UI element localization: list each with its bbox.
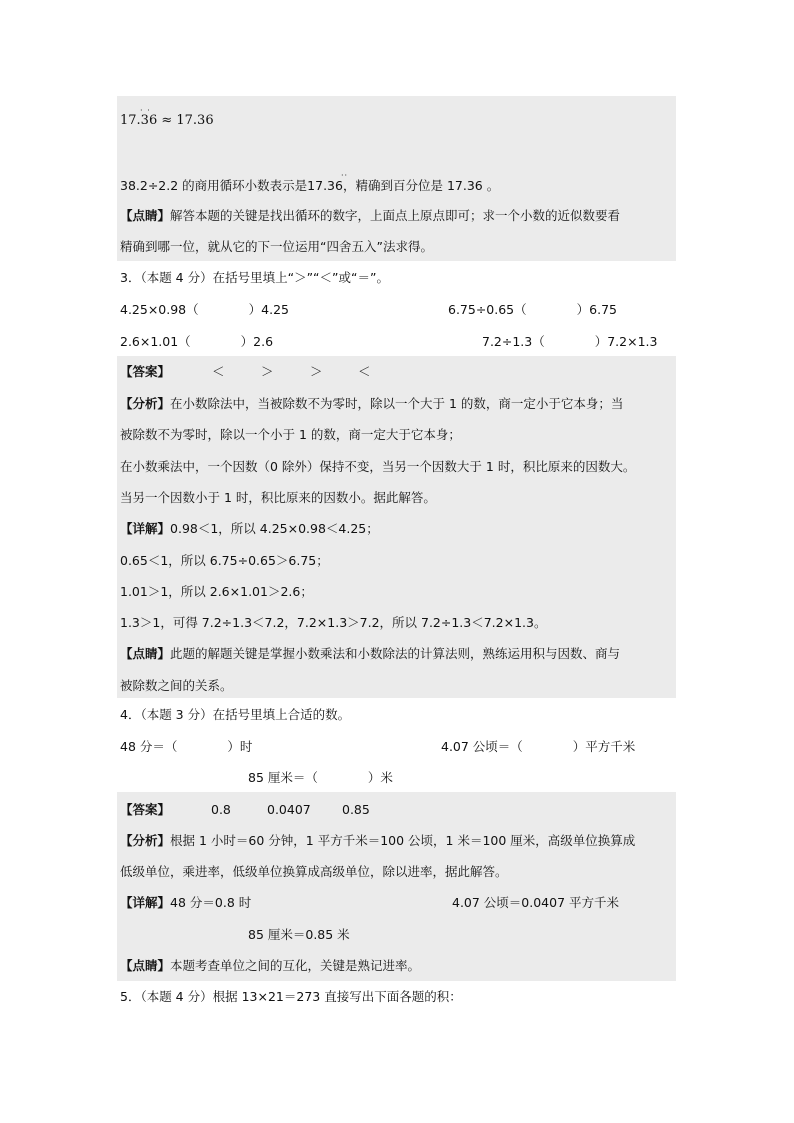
q3-answer-4: ＜ <box>358 364 371 379</box>
q4-tip-tag: 【点睛】 <box>120 958 171 973</box>
q3-analysis-tag: 【分析】 <box>120 396 171 411</box>
q4-row1-right: 4.07 公顷＝（ ）平方千米 <box>441 739 636 754</box>
q3-answer-line <box>120 364 170 380</box>
q4-analysis-text-2: 低级单位，乘进率，低级单位换算成高级单位，除以进率，据此解答。 <box>120 864 508 879</box>
q4-answer-3: 0.85 <box>342 802 370 817</box>
q4-analysis-line-1 <box>120 833 635 849</box>
q3-detail-tag: 【详解】 <box>120 521 171 536</box>
q3-analysis-line-1 <box>120 396 623 412</box>
result-prefix: 38.2÷2.2 的商用循环小数表示是 <box>120 178 308 193</box>
tip-text-2: 精确到哪一位，就从它的下一位运用“四舍五入”法求得。 <box>120 239 433 254</box>
q4-detail-right: 4.07 公顷＝0.0407 平方千米 <box>452 895 620 910</box>
q4-analysis-tag: 【分析】 <box>120 833 171 848</box>
repeating-dots-2: ·· <box>341 171 349 180</box>
tip-text-1: 解答本题的关键是找出循环的数字，上面点上原点即可；求一个小数的近似数要看 <box>170 208 621 223</box>
q3-analysis-text-2: 被除数不为零时，除以一个小于 1 的数，商一定大于它本身； <box>120 427 461 442</box>
q3-analysis-text-1: 在小数除法中，当被除数不为零时，除以一个大于 1 的数，商一定小于它本身；当 <box>170 396 624 411</box>
q4-answer-tag: 【答案】 <box>120 802 171 817</box>
q3-tip-line-1 <box>120 646 620 662</box>
q4-row2: 85 厘米＝（ ）米 <box>248 770 393 785</box>
result-value: 17.36 <box>307 178 343 193</box>
tip-line <box>120 208 620 224</box>
q3-analysis-text-4: 当另一个因数小于 1 时，积比原来的因数小。据此解答。 <box>120 490 436 505</box>
q3-tip-text-1: 此题的解题关键是掌握小数乘法和小数除法的计算法则，熟练运用积与因数、商与 <box>170 646 621 661</box>
q4-analysis-text-1: 根据 1 小时＝60 分钟，1 平方千米＝100 公顷，1 米＝100 厘米，高级单位换算成 <box>170 833 636 848</box>
answer-shade-q4 <box>117 792 676 981</box>
q3-answer-tag: 【答案】 <box>120 364 171 379</box>
q4-title: 4．（本题 3 分）在括号里填上合适的数。 <box>120 707 351 722</box>
tip-tag: 【点睛】 <box>120 208 171 223</box>
q4-tip-line <box>120 958 420 974</box>
q3-answer-3: ＞ <box>310 364 323 379</box>
q3-detail-text-2: 0.65＜1，所以 6.75÷0.65＞6.75； <box>120 553 329 568</box>
q4-detail-line <box>120 895 251 911</box>
q3-answer-2: ＞ <box>261 364 274 379</box>
q3-tip-text-2: 被除数之间的关系。 <box>120 678 233 693</box>
q3-detail-line-1 <box>120 521 379 537</box>
q3-detail-text-4: 1.3＞1，可得 7.2÷1.3＜7.2，7.2×1.3＞7.2，所以 7.2÷1.3＜7.2×1.3。 <box>120 615 547 630</box>
q4-answer-line <box>120 802 170 818</box>
q4-row1-left: 48 分＝（ ）时 <box>120 739 253 754</box>
q3-title: 3．（本题 4 分）在括号里填上“＞”“＜”或“＝”。 <box>120 270 389 285</box>
q4-detail-tag: 【详解】 <box>120 895 171 910</box>
q3-detail-text-3: 1.01＞1，所以 2.6×1.01＞2.6； <box>120 584 313 599</box>
q3-tip-tag: 【点睛】 <box>120 646 171 661</box>
q3-answer-1: ＜ <box>212 364 225 379</box>
q3-row2-right: 7.2÷1.3（ ）7.2×1.3 <box>482 334 658 349</box>
q3-row1-left: 4.25×0.98（ ）4.25 <box>120 302 289 317</box>
result-suffix: ，精确到百分位是 17.36 。 <box>342 178 500 193</box>
q4-answer-1: 0.8 <box>211 802 231 817</box>
q4-tip-text-1: 本题考查单位之间的互化，关键是熟记进率。 <box>170 958 421 973</box>
q4-detail-left: 48 分＝0.8 时 <box>170 895 252 910</box>
q4-detail-row2: 85 厘米＝0.85 米 <box>248 927 350 942</box>
q3-detail-text-1: 0.98＜1，所以 4.25×0.98＜4.25； <box>170 521 379 536</box>
q3-analysis-text-3: 在小数乘法中，一个因数（0 除外）保持不变，当另一个因数大于 1 时，积比原来的因数大。 <box>120 459 636 474</box>
repeating-dots: · · <box>140 106 151 115</box>
q4-answer-2: 0.0407 <box>267 802 311 817</box>
q3-row2-left: 2.6×1.01（ ）2.6 <box>120 334 274 349</box>
q3-row1-right: 6.75÷0.65（ ）6.75 <box>448 302 617 317</box>
q5-title: 5．（本题 4 分）根据 13×21＝273 直接写出下面各题的积： <box>120 989 462 1004</box>
approx-formula: 17.36 ≈ 17.36 <box>120 113 214 128</box>
result-line <box>120 178 499 194</box>
